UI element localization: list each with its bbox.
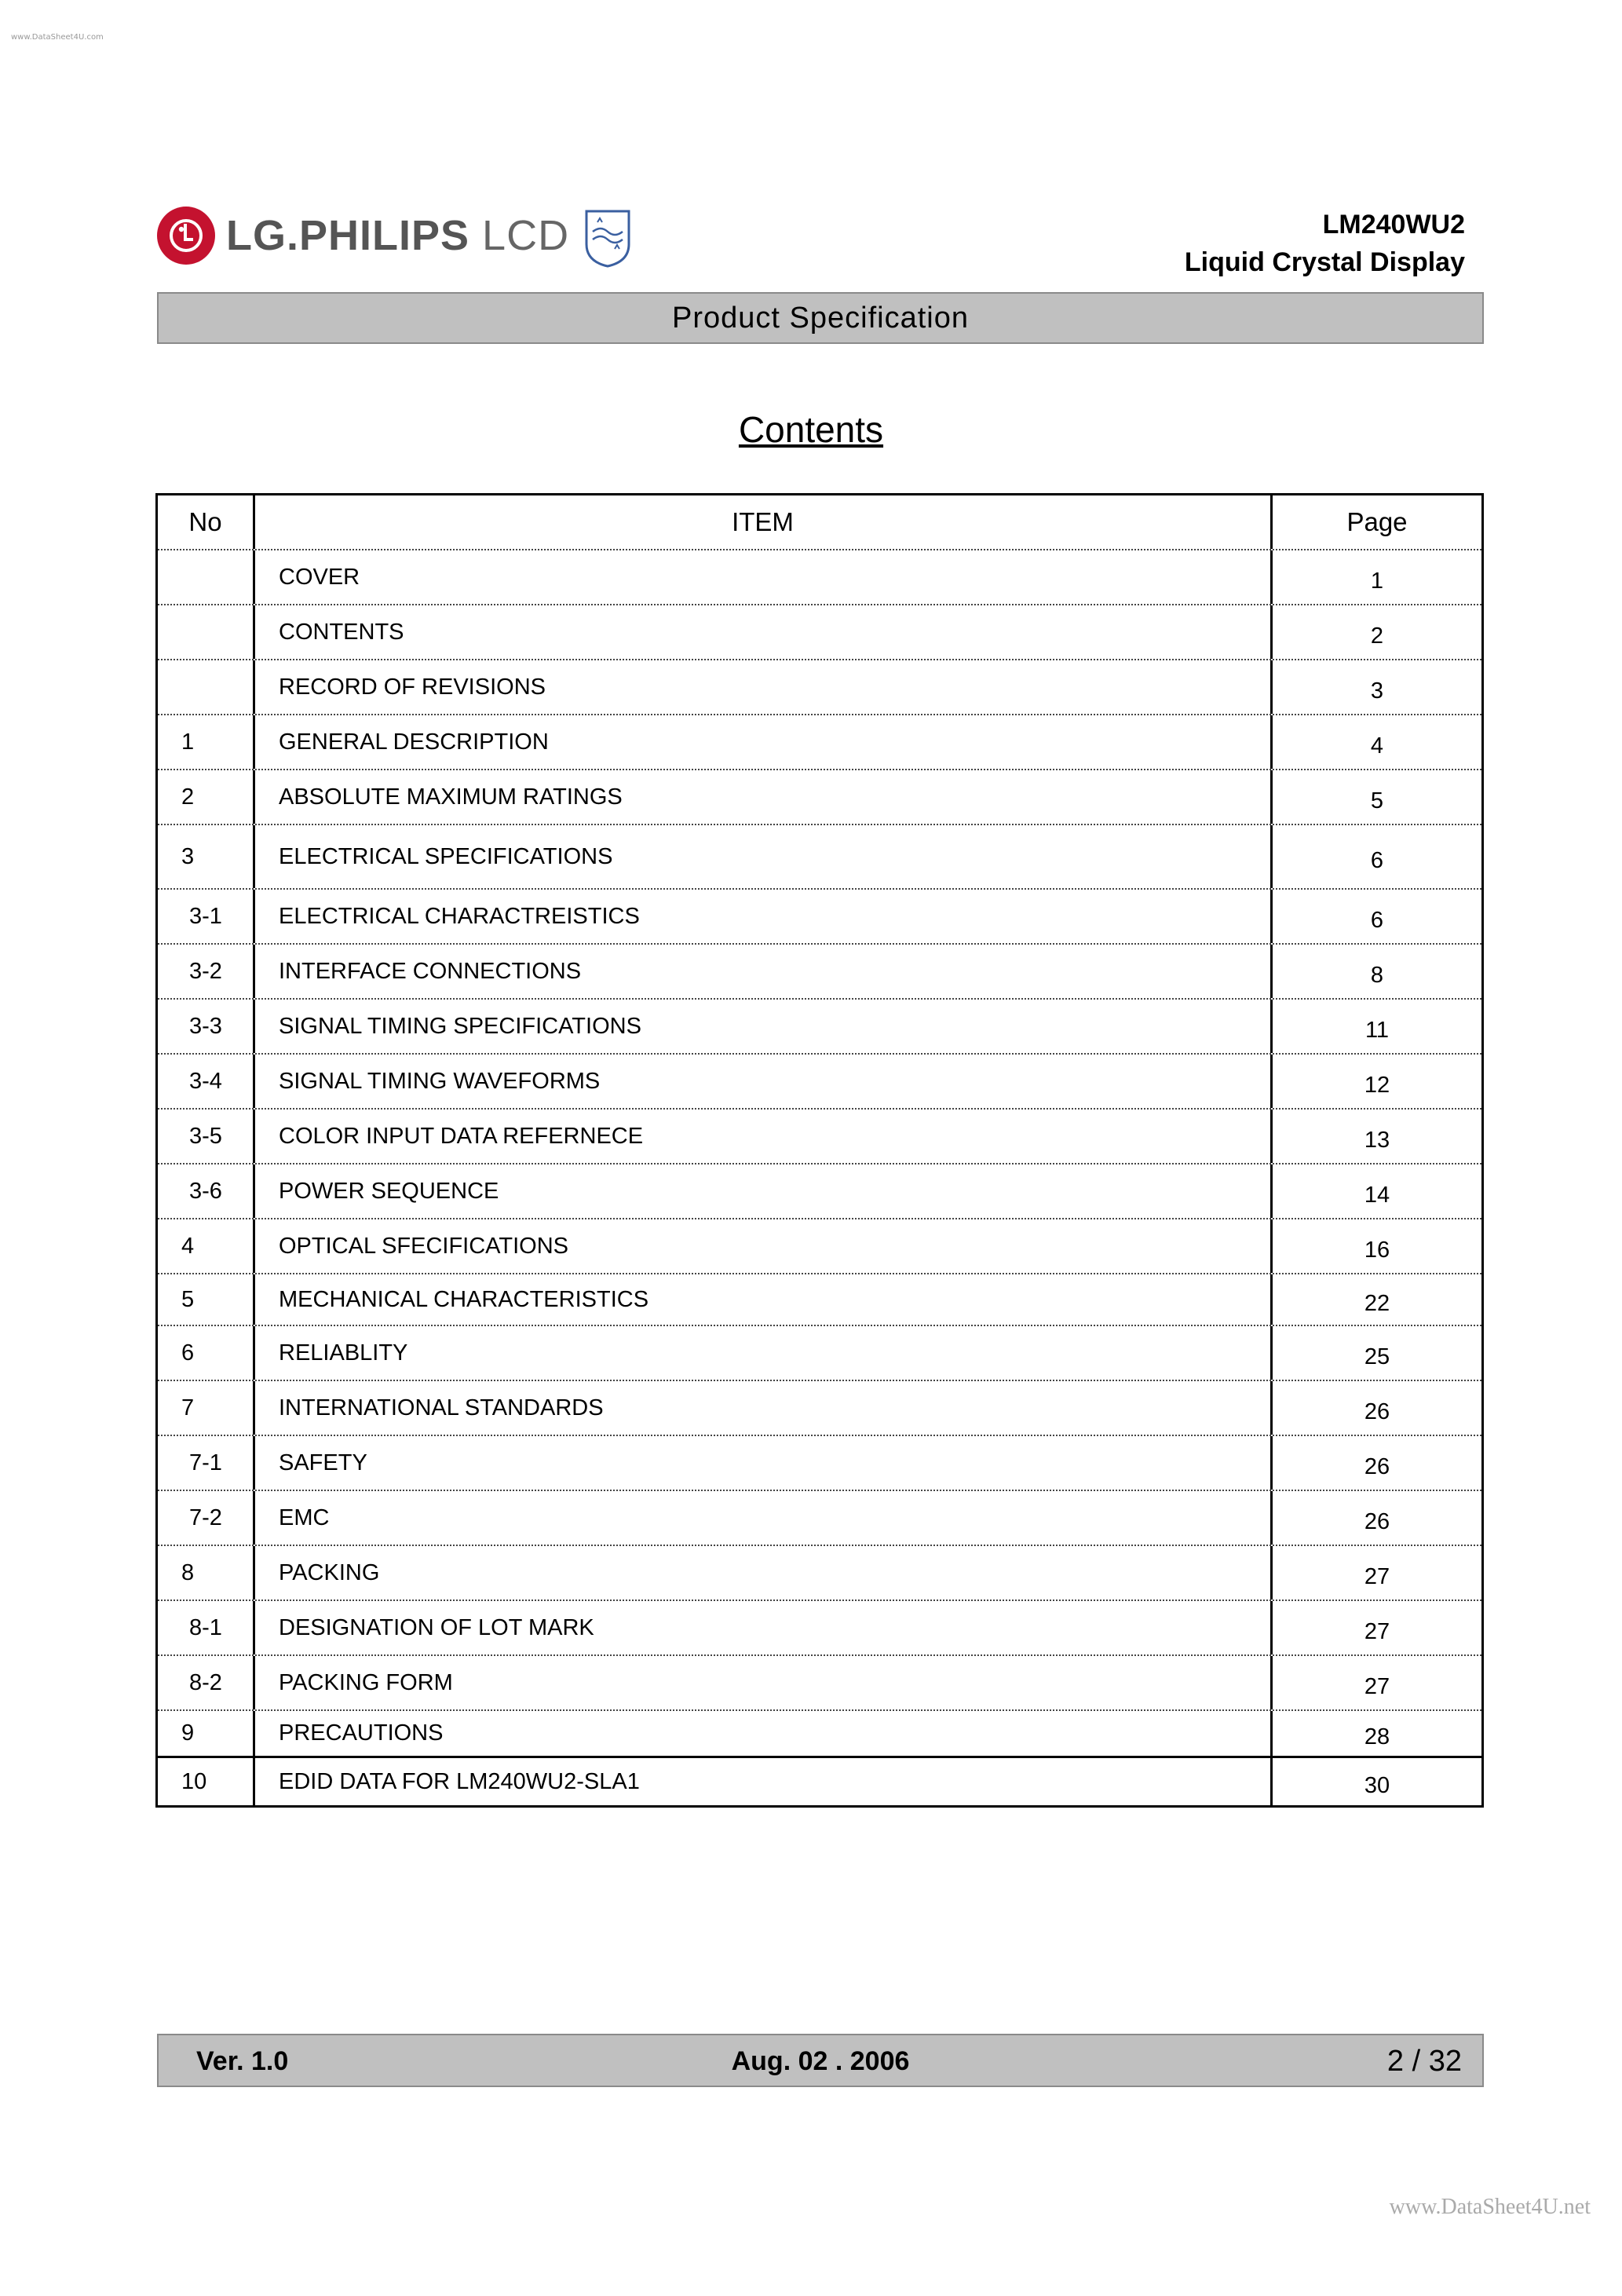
row-no: 3-4: [158, 1055, 255, 1108]
row-no: 7-2: [158, 1491, 255, 1545]
contents-heading: Contents: [738, 409, 884, 450]
table-row: [158, 1436, 1481, 1491]
row-item: OPTICAL SFECIFICATIONS: [255, 1219, 1273, 1273]
title-bar: Product Specification: [157, 292, 1484, 344]
row-page: 6: [1370, 847, 1384, 873]
row-page: 22: [1364, 1290, 1390, 1316]
watermark-top: www.DataSheet4U.com: [11, 33, 104, 42]
row-item: INTERNATIONAL STANDARDS: [255, 1381, 1273, 1435]
table-row: [158, 1711, 1481, 1758]
row-item: SIGNAL TIMING SPECIFICATIONS: [255, 1000, 1273, 1053]
row-item: RELIABLITY: [255, 1326, 1273, 1380]
document-header: [1185, 206, 1465, 281]
table-row: [158, 1758, 1481, 1805]
table-row: [158, 1326, 1481, 1381]
model-number: LM240WU2: [1322, 210, 1465, 239]
footer-date: Aug. 02 . 2006: [731, 2046, 910, 2076]
row-page: 26: [1364, 1508, 1390, 1534]
header-page: Page: [1346, 507, 1408, 536]
row-item: RECORD OF REVISIONS: [255, 660, 1273, 714]
footer-bar: [157, 2034, 1484, 2087]
table-row: [158, 1491, 1481, 1546]
table-row: [158, 1000, 1481, 1055]
lg-face-icon: [157, 207, 215, 265]
row-item: DESIGNATION OF LOT MARK: [255, 1601, 1273, 1654]
row-no: 3-6: [158, 1164, 255, 1218]
table-row: [158, 1164, 1481, 1219]
table-row: [158, 1110, 1481, 1164]
row-item: PACKING: [255, 1546, 1273, 1600]
row-item: SAFETY: [255, 1436, 1273, 1490]
row-no: 9: [158, 1711, 255, 1756]
row-page: 30: [1364, 1772, 1390, 1798]
row-item: PACKING FORM: [255, 1656, 1273, 1709]
logo-wordmark: [226, 214, 569, 257]
row-page: 1: [1370, 568, 1384, 594]
row-no: 3-2: [158, 945, 255, 998]
table-row: [158, 890, 1481, 945]
table-row: [158, 715, 1481, 770]
table-row: [158, 1219, 1481, 1274]
row-item: ABSOLUTE MAXIMUM RATINGS: [255, 770, 1273, 824]
row-page: 14: [1364, 1182, 1390, 1208]
row-no: 4: [158, 1219, 255, 1273]
row-no: 8: [158, 1546, 255, 1600]
row-no: 3-3: [158, 1000, 255, 1053]
row-page: 4: [1370, 733, 1384, 759]
row-item: COLOR INPUT DATA REFERNECE: [255, 1110, 1273, 1163]
table-row: [158, 605, 1481, 660]
header-no: No: [158, 495, 255, 549]
table-row: [158, 1546, 1481, 1601]
row-item: PRECAUTIONS: [255, 1711, 1273, 1756]
row-no: 3: [158, 825, 255, 888]
row-no: [158, 605, 255, 659]
row-item: SIGNAL TIMING WAVEFORMS: [255, 1055, 1273, 1108]
row-page: 11: [1364, 1017, 1390, 1043]
row-no: 7: [158, 1381, 255, 1435]
lg-philips-logo: [157, 196, 632, 275]
row-no: 8-1: [158, 1601, 255, 1654]
row-item: CONTENTS: [255, 605, 1273, 659]
table-body: [158, 550, 1481, 1805]
row-item: INTERFACE CONNECTIONS: [255, 945, 1273, 998]
row-page: 5: [1370, 788, 1384, 813]
table-row: [158, 1274, 1481, 1326]
table-row: [158, 770, 1481, 825]
row-item: ELECTRICAL CHARACTREISTICS: [255, 890, 1273, 943]
table-row: [158, 1601, 1481, 1656]
table-header-row: [158, 495, 1481, 550]
logo-lcd: LCD: [469, 212, 570, 259]
row-no: 6: [158, 1326, 255, 1380]
row-no: [158, 660, 255, 714]
row-page: 13: [1364, 1127, 1390, 1153]
row-item: GENERAL DESCRIPTION: [255, 715, 1273, 769]
table-row: [158, 1055, 1481, 1110]
row-page: 27: [1364, 1618, 1390, 1644]
table-row: [158, 1656, 1481, 1711]
header-item: ITEM: [255, 495, 1273, 549]
row-page: 2: [1370, 623, 1384, 649]
row-item: ELECTRICAL SPECIFICATIONS: [255, 825, 1273, 888]
row-item: POWER SEQUENCE: [255, 1164, 1273, 1218]
row-page: 26: [1364, 1398, 1390, 1424]
row-no: 7-1: [158, 1436, 255, 1490]
row-no: 2: [158, 770, 255, 824]
row-page: 12: [1364, 1072, 1390, 1098]
logo-brand: LG.PHILIPS: [226, 212, 470, 259]
row-page: 3: [1370, 678, 1384, 704]
philips-shield-icon: [583, 203, 632, 268]
table-row: [158, 660, 1481, 715]
footer-version: Ver. 1.0: [196, 2046, 289, 2076]
contents-table: [155, 493, 1484, 1808]
row-no: [158, 550, 255, 604]
row-page: 27: [1364, 1673, 1390, 1699]
row-no: 5: [158, 1274, 255, 1325]
row-item: EMC: [255, 1491, 1273, 1545]
product-type: Liquid Crystal Display: [1184, 247, 1465, 277]
row-no: 1: [158, 715, 255, 769]
footer-page-number: 2 / 32: [1386, 2045, 1462, 2078]
table-row: [158, 945, 1481, 1000]
table-row: [158, 825, 1481, 890]
table-row: [158, 1381, 1481, 1436]
row-page: 6: [1370, 907, 1384, 933]
row-item: MECHANICAL CHARACTERISTICS: [255, 1274, 1273, 1325]
row-page: 16: [1364, 1237, 1390, 1263]
row-no: 8-2: [158, 1656, 255, 1709]
row-no: 3-1: [158, 890, 255, 943]
row-page: 28: [1364, 1724, 1390, 1749]
table-row: [158, 550, 1481, 605]
row-no: 3-5: [158, 1110, 255, 1163]
row-page: 8: [1370, 962, 1384, 988]
row-page: 25: [1364, 1344, 1390, 1369]
row-item: COVER: [255, 550, 1273, 604]
row-page: 27: [1364, 1563, 1390, 1589]
row-item: EDID DATA FOR LM240WU2-SLA1: [255, 1758, 1273, 1805]
row-no: 10: [158, 1758, 255, 1805]
row-page: 26: [1364, 1453, 1390, 1479]
watermark-bottom: www.DataSheet4U.net: [1389, 2195, 1591, 2219]
